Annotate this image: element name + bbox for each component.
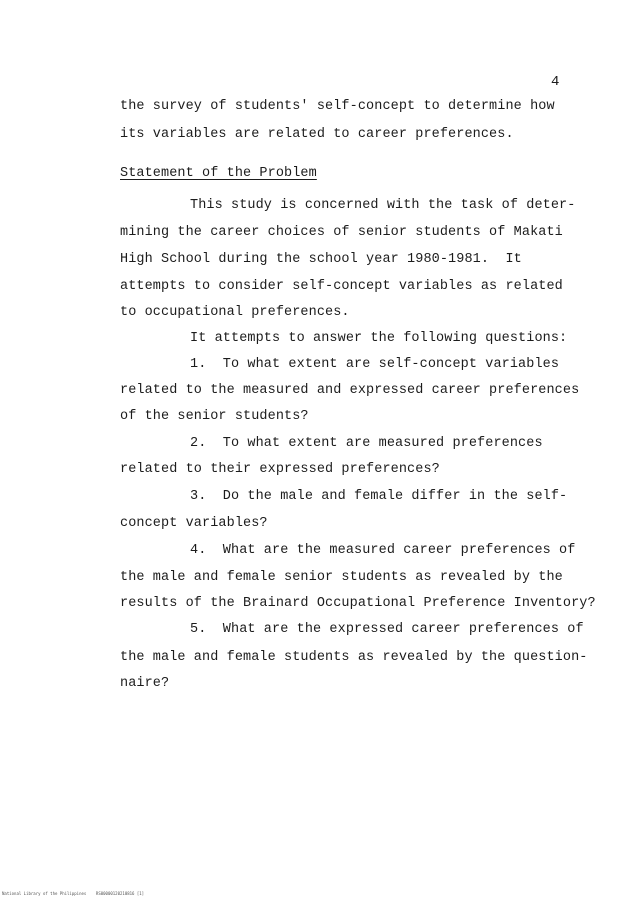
question-item: 1. To what extent are self-concept variables [190,357,560,372]
body-line: concept variables? [120,516,268,531]
body-line: the male and female students as revealed by the question- [120,650,588,665]
body-line: It attempts to answer the following questions: [190,331,568,346]
page-number: 4 [551,74,560,90]
body-line: to occupational preferences. [120,305,350,320]
body-line: results of the Brainard Occupational Preference Inventory? [120,596,596,611]
body-line: High School during the school year 1980-1981. It [120,252,522,267]
section-heading: Statement of the Problem [120,166,317,181]
body-line: naire? [120,676,170,691]
body-line: related to the measured and expressed career preferences [120,383,580,398]
question-item: 4. What are the measured career preferences of [190,543,576,558]
body-line: attempts to consider self-concept variables as related [120,279,563,294]
body-line: the male and female senior students as revealed by the [120,570,563,585]
body-line: its variables are related to career preferences. [120,127,514,142]
question-item: 2. To what extent are measured preferences [190,436,543,451]
question-item: 5. What are the expressed career preferences of [190,622,584,637]
archive-footer: National Library of the Philippines RS00000120210816 [1] [2,891,145,896]
body-line: of the senior students? [120,409,309,424]
body-line: This study is concerned with the task of deter- [190,198,576,213]
body-line: mining the career choices of senior students of Makati [120,225,563,240]
body-line: the survey of students' self-concept to determine how [120,99,555,114]
question-item: 3. Do the male and female differ in the self- [190,489,568,504]
body-line: related to their expressed preferences? [120,462,440,477]
